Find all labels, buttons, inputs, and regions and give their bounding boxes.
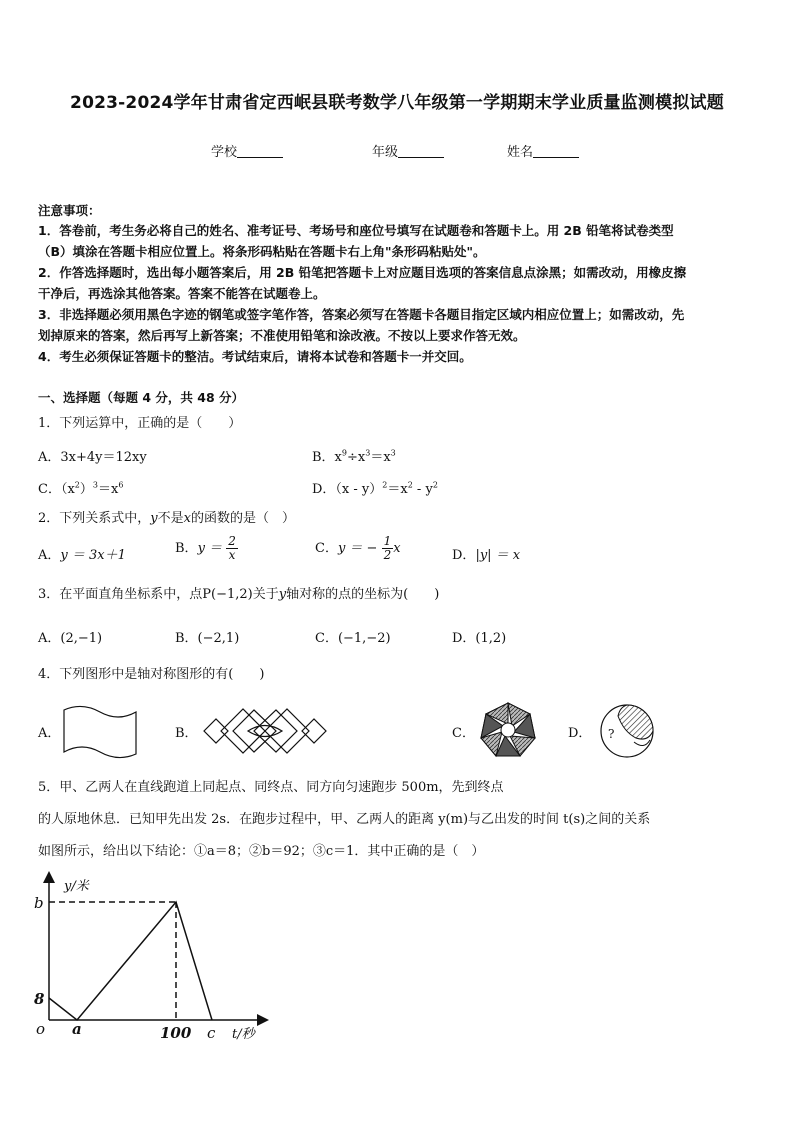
q4-option-d-label: D．	[568, 726, 592, 741]
q4-figure-b-diamonds	[200, 702, 330, 758]
q1-d-part: D．（x - y）	[312, 482, 383, 497]
q1-stem: 1．下列运算中，正确的是（ ）	[38, 416, 242, 431]
grade-field	[372, 141, 444, 160]
q2-c-den: 2	[383, 548, 392, 562]
q5-line-3: 如图所示，给出以下结论：①a＝8；②b＝92；③c＝1．其中正确的是（ ）	[38, 844, 485, 859]
q1-d-part: - y	[412, 482, 433, 497]
q4-d-question-mark: ?	[608, 727, 615, 741]
q1-c-part: ）	[79, 482, 93, 497]
q2-c-num: 1	[383, 534, 392, 548]
q5-graph-line	[49, 902, 212, 1020]
q2-var-x: x	[183, 511, 191, 526]
q2-var-y: y	[150, 511, 158, 526]
q4-figure-d-circle	[598, 702, 656, 760]
q2-stem-part: 2．下列关系式中，	[38, 511, 151, 526]
q1-d-exp: 2	[382, 480, 388, 490]
q2-b-label: B．	[175, 541, 198, 556]
school-blank	[237, 145, 283, 158]
q2-option-d	[452, 544, 520, 563]
q1-c-exp: 3	[92, 480, 98, 490]
q3-option-c: C．(−1,−2)	[315, 631, 391, 646]
name-label: 姓名	[507, 145, 534, 160]
q4-figure-c-pinwheel	[478, 700, 538, 760]
q3-stem-part: 3．在平面直角坐标系中，点	[38, 587, 203, 602]
q1-c-part: C．（x	[38, 482, 75, 497]
q5-graph	[30, 868, 270, 1048]
q2-b-den: x	[228, 548, 236, 562]
q1-b-part: ÷x	[346, 450, 366, 465]
q2-c-x: x	[393, 541, 401, 556]
note-line-2: （B）填涂在答题卡相应位置上。将条形码粘贴在答题卡右上角"条形码粘贴处"。	[38, 244, 486, 259]
q5-label-a: a	[72, 1020, 82, 1038]
q1-option-a: A．3x+4y＝12xy	[38, 450, 147, 465]
q2-a-expr: y ＝ 3x＋1	[60, 548, 126, 563]
q3-stem	[38, 585, 760, 605]
q1-c-part: ＝x	[97, 482, 119, 497]
grade-label: 年级	[372, 145, 399, 160]
q2-c-fraction	[382, 535, 394, 562]
q4-option-a-label: A．	[38, 726, 61, 741]
page-title: 2023-2024学年甘肃省定西岷县联考数学八年级第一学期期末学业质量监测模拟试题	[70, 93, 724, 113]
q3-var-y: y	[278, 587, 287, 602]
note-line-3: 2．作答选择题时，选出每小题答案后，用 2B 铅笔把答题卡上对应题目选项的答案信息点涂黑；如需改动，用橡皮擦	[38, 265, 687, 280]
note-line-1: 1．答卷前，考生务必将自己的姓名、准考证号、考场号和座位号填写在试题卷和答题卡上。用 2B 铅笔将试卷类型	[38, 223, 674, 238]
q4-option-c-label: C．	[452, 726, 475, 741]
notes-heading: 注意事项：	[38, 203, 101, 218]
q1-b-part: ＝x	[370, 450, 391, 465]
q3-option-b: B．(−2,1)	[175, 631, 240, 646]
q3-option-a: A．(2,−1)	[38, 631, 103, 646]
q1-b-exp: 3	[365, 448, 371, 458]
q5-label-c: c	[207, 1024, 216, 1042]
q5-y-label: y/米	[64, 879, 89, 894]
q2-c-lhs: y ＝ −	[337, 541, 378, 556]
q1-d-exp: 2	[407, 480, 413, 490]
q2-d-expr: |y| ＝ x	[475, 548, 521, 563]
q1-b-exp: 3	[390, 448, 396, 458]
q2-stem-part: 的函数的是（ ）	[191, 511, 296, 526]
q1-d-exp: 2	[432, 480, 438, 490]
note-line-7: 4．考生必须保证答题卡的整洁。考试结束后，请将本试卷和答题卡一并交回。	[38, 349, 472, 364]
q1-option-c	[38, 478, 123, 497]
q5-label-b: b	[34, 894, 44, 912]
q2-b-lhs: y ＝	[197, 541, 223, 556]
q2-option-c	[315, 535, 401, 562]
grade-blank	[398, 145, 444, 158]
q1-b-exp: 9	[341, 448, 347, 458]
name-field	[507, 141, 579, 160]
school-field	[211, 141, 283, 160]
q5-line-2: 的人原地休息．已知甲先出发 2s．在跑步过程中，甲、乙两人的距离 y(m)与乙出发的时间 t(s)之间的关系	[38, 812, 651, 827]
q5-label-8: 8	[34, 990, 45, 1008]
q1-option-b	[312, 446, 396, 465]
q2-option-a	[38, 544, 126, 563]
q2-stem-part: 不是	[157, 511, 184, 526]
q5-line-1: 5．甲、乙两人在直线跑道上同起点、同终点、同方向匀速跑步 500m，先到终点	[38, 780, 504, 795]
q1-c-exp: 6	[118, 480, 124, 490]
q3-point: P(−1,2)	[202, 587, 253, 602]
note-line-6: 划掉原来的答案，然后再写上新答案；不准使用铅笔和涂改液。不按以上要求作答无效。	[38, 328, 526, 343]
q4-stem: 4．下列图形中是轴对称图形的有( )	[38, 667, 265, 682]
q1-option-d	[312, 478, 438, 497]
name-blank	[533, 145, 579, 158]
q2-stem	[38, 509, 760, 529]
note-line-5: 3．非选择题必须用黑色字迹的钢笔或签字笔作答，答案必须写在答题卡各题目指定区域内相应位置上；如需改动，先	[38, 307, 685, 322]
q3-stem-part: 关于	[252, 587, 279, 602]
q1-c-exp: 2	[74, 480, 80, 490]
q5-label-100: 100	[160, 1024, 192, 1042]
q1-d-part: ＝x	[387, 482, 408, 497]
q5-x-label: t/秒	[232, 1027, 255, 1042]
q2-d-label: D．	[452, 548, 476, 563]
q1-b-part: B．x	[312, 450, 342, 465]
q2-c-label: C．	[315, 541, 338, 556]
q2-b-fraction	[226, 535, 238, 562]
q5-label-origin: o	[36, 1020, 46, 1038]
section-heading: 一、选择题（每题 4 分，共 48 分）	[38, 390, 245, 405]
q4-option-b-label: B．	[175, 726, 198, 741]
q3-option-d: D．(1,2)	[452, 631, 507, 646]
q3-stem-part: 轴对称的点的坐标为( )	[286, 587, 440, 602]
q2-option-b	[175, 535, 238, 562]
school-label: 学校	[211, 145, 238, 160]
note-line-4: 干净后，再选涂其他答案。答案不能答在试题卷上。	[38, 286, 326, 301]
q2-b-num: 2	[228, 534, 236, 548]
q2-a-label: A．	[38, 548, 61, 563]
q4-figure-a-flag	[60, 704, 140, 760]
